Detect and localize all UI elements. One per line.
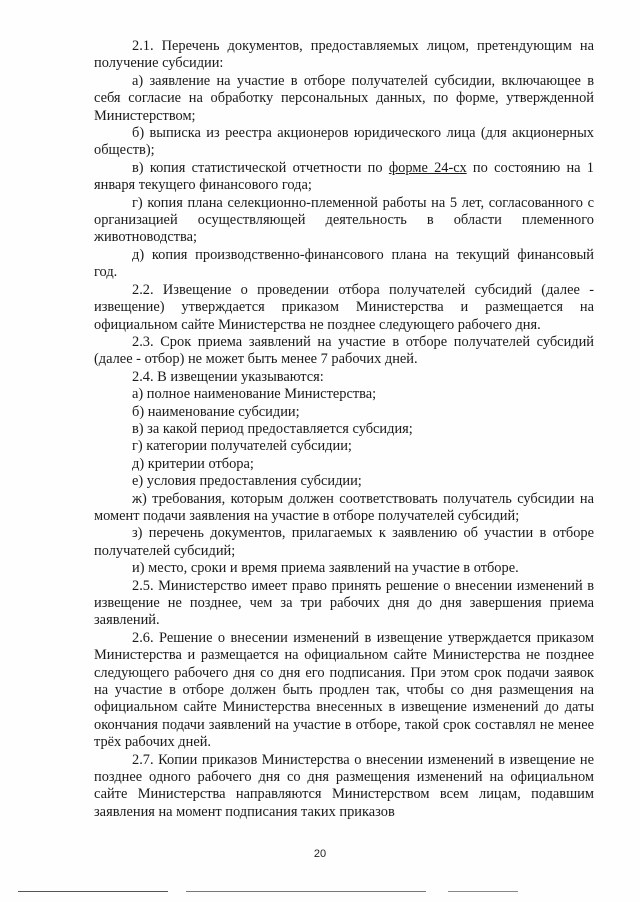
paragraph-2-4-g: г) категории получателей субсидии;: [132, 438, 352, 455]
paragraph-2-1-d: д) копия производственно-финансового плана на текущий финансовый год.: [94, 246, 594, 281]
paragraph-2-1-a: а) заявление на участие в отборе получателей субсидии, включающее в себя согласие на обработку персональных данных, по форме, утвержденной Министерством;: [94, 72, 594, 124]
scan-edge-line: [448, 891, 518, 892]
paragraph-2-1-v-after: по состоянию на 1 января текущего финансового года;: [94, 159, 594, 194]
paragraph-2-1-b: б) выписка из реестра акционеров юридического лица (для акционерных обществ);: [94, 125, 594, 159]
paragraph-2-4-v: в) за какой период предоставляется субсидия;: [132, 420, 413, 437]
paragraph-2-4-z: з) перечень документов, прилагаемых к заявлению об участии в отборе получателей субсидий;: [94, 525, 594, 559]
paragraph-2-1-v: [94, 160, 594, 195]
scan-edge-line: [18, 891, 168, 892]
paragraph-2-3: 2.3. Срок приема заявлений на участие в отборе получателей субсидий (далее - отбор) не может быть менее 7 рабочих дней.: [94, 333, 594, 368]
paragraph-2-4-e: е) условия предоставления субсидии;: [132, 473, 362, 490]
document-body: [94, 38, 594, 821]
paragraph-2-1-g: г) копия плана селекционно-племенной работы на 5 лет, согласованного с организацией осуществляющей деятельность в области племенного животноводства;: [94, 194, 594, 246]
paragraph-2-5: 2.5. Министерство имеет право принять решение о внесении изменений в извещение не позднее, чем за три рабочих дня до дня завершения приема заявлений.: [94, 577, 594, 629]
paragraph-2-4-zh: ж) требования, которым должен соответствовать получатель субсидии на момент подачи заявления на участие в отборе получателей субсидий;: [94, 490, 594, 524]
paragraph-2-4-d: д) критерии отбора;: [132, 455, 254, 472]
paragraph-2-6: 2.6. Решение о внесении изменений в извещение утверждается приказом Министерства и размещается на официальном сайте Министерства не позднее следующего рабочего дня со дня его подписания. При этом срок подачи заявок на участие в отборе должен быть продлен так, чтобы со дня размещения на официальном сайте Министерства внесенных в извещение изменений до даты окончания подачи заявлений на участие в отборе, такой срок составлял не менее трёх рабочих дней.: [94, 629, 594, 751]
page-number: 20: [313, 848, 327, 860]
paragraph-2-7: 2.7. Копии приказов Министерства о внесении изменений в извещение не позднее одного рабочего дня со дня размещения изменений на официальном сайте Министерства направляются Министерством всем лицам, подавшим заявления на момент подписания таких приказов: [94, 751, 594, 820]
paragraph-2-1-v-before: в) копия статистической отчетности по: [132, 159, 389, 176]
paragraph-2-4: 2.4. В извещении указываются:: [132, 368, 324, 385]
paragraph-2-4-i: и) место, сроки и время приема заявлений на участие в отборе.: [132, 560, 519, 577]
scan-edge-line: [186, 891, 426, 892]
paragraph-2-1: 2.1. Перечень документов, предоставляемых лицом, претендующим на получение субсидии:: [94, 38, 594, 72]
form-24-sh-link[interactable]: форме 24-сх: [388, 159, 467, 176]
paragraph-2-4-a: а) полное наименование Министерства;: [132, 386, 377, 403]
paragraph-2-2: 2.2. Извещение о проведении отбора получателей субсидий (далее - извещение) утверждается приказом Министерства и размещается на официальном сайте Министерства не позднее следующего рабочего дня.: [94, 281, 594, 333]
paragraph-2-4-b: б) наименование субсидии;: [132, 403, 300, 420]
